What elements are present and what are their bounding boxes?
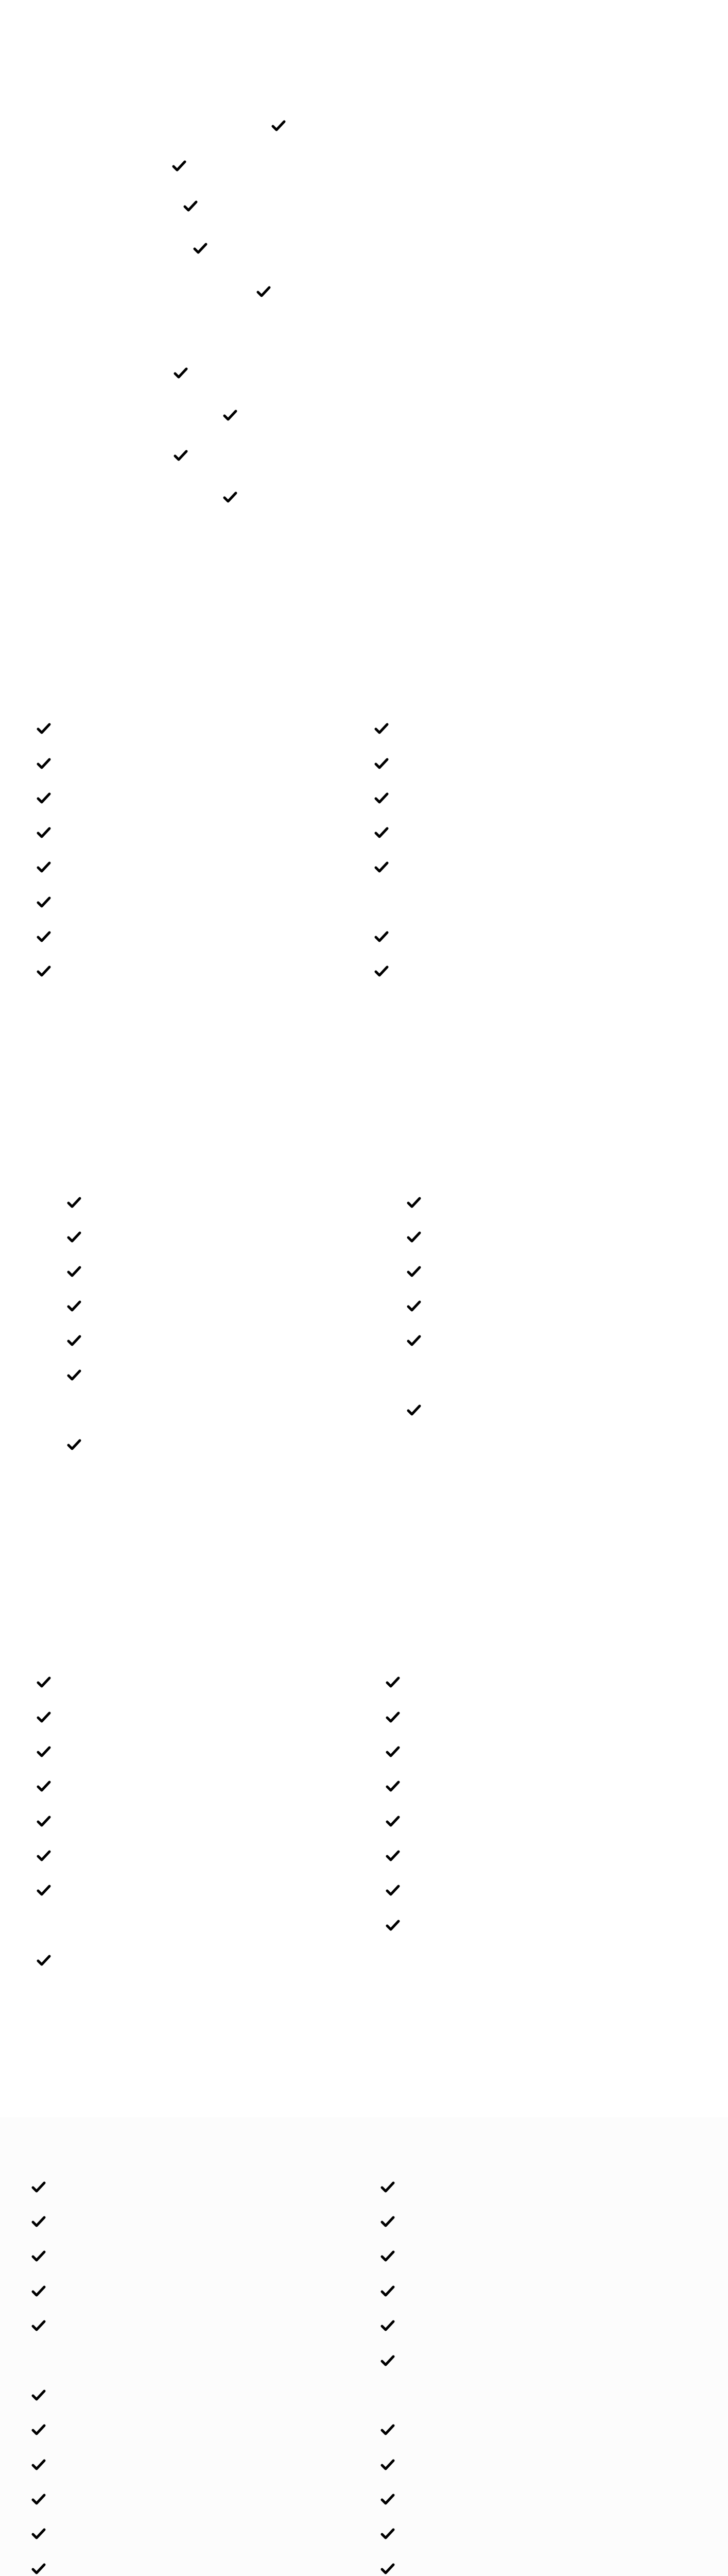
checkmark-icon[interactable] — [379, 2214, 396, 2229]
checkmark-icon[interactable] — [373, 825, 390, 840]
checkmark-icon[interactable] — [30, 2388, 47, 2402]
checkmark-icon[interactable] — [36, 1883, 52, 1897]
checkmark-icon[interactable] — [379, 2353, 396, 2368]
checkmark-icon[interactable] — [373, 721, 390, 736]
checkmark-icon[interactable] — [30, 2492, 47, 2506]
checkmark-icon[interactable] — [379, 2527, 396, 2541]
checkmark-icon[interactable] — [182, 199, 199, 213]
checkmark-icon[interactable] — [385, 1710, 401, 1724]
checkmark-icon[interactable] — [379, 2492, 396, 2506]
lower-background — [0, 2117, 728, 2576]
checkmark-icon[interactable] — [36, 1953, 52, 1968]
checkmark-icon[interactable] — [36, 964, 52, 978]
checkmark-icon[interactable] — [30, 2562, 47, 2576]
checkmark-icon[interactable] — [30, 2214, 47, 2229]
checkmark-icon[interactable] — [373, 929, 390, 944]
checkmark-icon[interactable] — [373, 964, 390, 978]
checkmark-icon[interactable] — [36, 1744, 52, 1759]
checkmark-icon[interactable] — [36, 1814, 52, 1828]
checkmark-icon[interactable] — [406, 1264, 422, 1279]
checkmark-icon[interactable] — [66, 1264, 82, 1279]
checkmark-icon[interactable] — [66, 1368, 82, 1382]
checkmark-icon[interactable] — [36, 825, 52, 840]
checkmark-icon[interactable] — [36, 1779, 52, 1793]
checkmark-icon[interactable] — [192, 241, 209, 256]
checkmark-icon[interactable] — [385, 1849, 401, 1863]
checkmark-icon[interactable] — [36, 756, 52, 771]
checkmark-icon[interactable] — [406, 1299, 422, 1313]
checkmark-icon[interactable] — [172, 366, 189, 380]
checkmark-icon[interactable] — [385, 1779, 401, 1793]
checkmark-icon[interactable] — [373, 860, 390, 874]
checkmark-icon[interactable] — [30, 2180, 47, 2194]
checkmark-icon[interactable] — [36, 791, 52, 805]
checkmark-icon[interactable] — [30, 2458, 47, 2472]
checkmark-icon[interactable] — [66, 1195, 82, 1210]
checkmark-icon[interactable] — [373, 791, 390, 805]
checkmark-icon[interactable] — [66, 1437, 82, 1452]
checkmark-icon[interactable] — [66, 1333, 82, 1348]
checkmark-icon[interactable] — [379, 2318, 396, 2333]
checkmark-icon[interactable] — [222, 490, 238, 504]
checkmark-icon[interactable] — [379, 2249, 396, 2263]
checkmark-icon[interactable] — [30, 2422, 47, 2437]
checkmark-icon[interactable] — [66, 1299, 82, 1313]
checkmark-icon[interactable] — [385, 1675, 401, 1689]
checkmark-icon[interactable] — [406, 1403, 422, 1417]
checkmark-icon[interactable] — [36, 1675, 52, 1689]
checkmark-icon[interactable] — [379, 2180, 396, 2194]
checkmark-icon[interactable] — [30, 2318, 47, 2333]
checkmark-icon[interactable] — [30, 2284, 47, 2298]
checkmark-icon[interactable] — [406, 1195, 422, 1210]
checkmark-icon[interactable] — [172, 448, 189, 463]
checkmark-icon[interactable] — [36, 929, 52, 944]
checkmark-icon[interactable] — [36, 1710, 52, 1724]
checkmark-icon[interactable] — [36, 721, 52, 736]
checkmark-icon[interactable] — [171, 159, 187, 173]
checkmark-icon[interactable] — [406, 1230, 422, 1244]
checkmark-icon[interactable] — [385, 1744, 401, 1759]
checkmark-icon[interactable] — [385, 1883, 401, 1897]
checkmark-icon[interactable] — [36, 860, 52, 874]
checkmark-icon[interactable] — [30, 2527, 47, 2541]
checkmark-icon[interactable] — [385, 1918, 401, 1933]
checkmark-icon[interactable] — [36, 895, 52, 909]
checkmark-icon[interactable] — [30, 2249, 47, 2263]
checkmark-icon[interactable] — [385, 1814, 401, 1828]
checkmark-icon[interactable] — [379, 2458, 396, 2472]
checkmark-icon[interactable] — [379, 2284, 396, 2298]
checkmark-icon[interactable] — [36, 1849, 52, 1863]
checkmark-icon[interactable] — [255, 284, 272, 299]
checkmark-icon[interactable] — [379, 2562, 396, 2576]
checkmark-icon[interactable] — [373, 756, 390, 771]
checkmark-icon[interactable] — [406, 1333, 422, 1348]
checkmark-icon[interactable] — [379, 2422, 396, 2437]
checkmark-icon[interactable] — [66, 1230, 82, 1244]
checkmark-icon[interactable] — [222, 408, 238, 422]
checkmark-icon[interactable] — [270, 118, 287, 133]
